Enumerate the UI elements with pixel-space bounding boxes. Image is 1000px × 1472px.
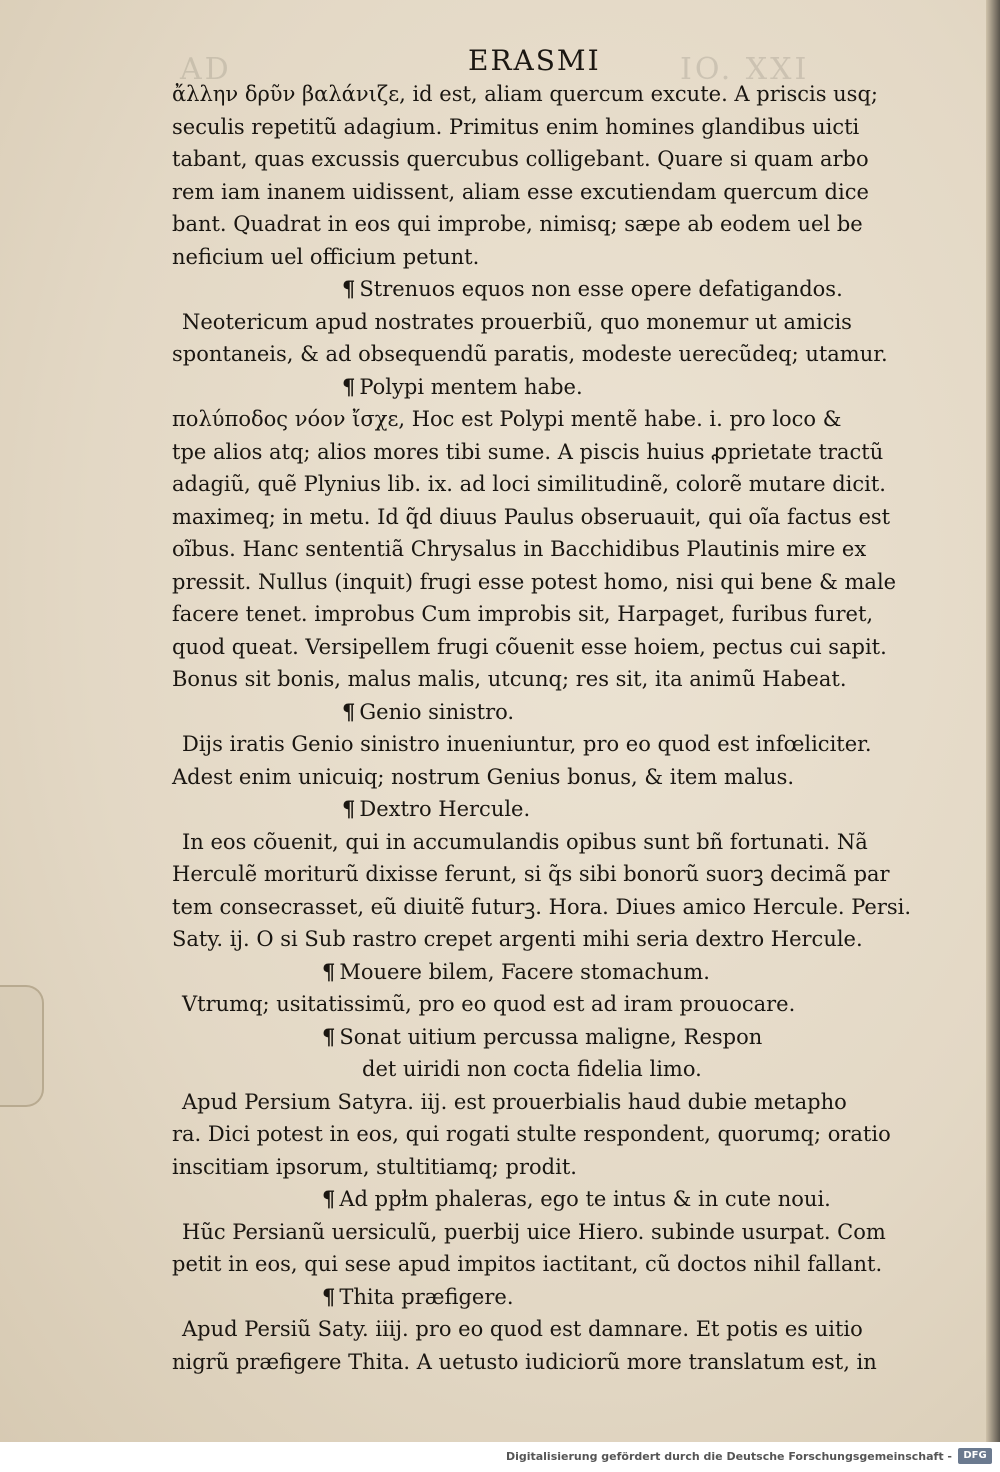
text-line xyxy=(172,208,912,241)
line-text: Neotericum apud nostrates prouerbiũ, quo monemur ut amicis xyxy=(182,309,852,334)
text-line xyxy=(172,1248,912,1281)
line-text: Ad ppłm phaleras, ego te intus & in cute noui. xyxy=(339,1187,831,1211)
pilcrow-mark: ¶ xyxy=(322,1023,336,1049)
line-text: spontaneis, & ad obsequendũ paratis, modeste uerecũdeq; utamur. xyxy=(172,342,888,366)
text-line xyxy=(172,761,912,794)
line-text: πολύποδος νόον ἴσχε, Hoc est Polypi mentẽ habe. i. pro loco & xyxy=(172,407,842,431)
line-text: Herculẽ moriturũ dixisse ferunt, si q̃s sibi bonorũ suorꝫ decimã par xyxy=(172,862,890,886)
line-text: Dijs iratis Genio sinistro inueniuntur, pro eo quod est infœliciter. xyxy=(182,732,872,756)
text-line xyxy=(172,501,912,534)
line-text: Apud Persium Satyra. iij. est prouerbialis haud dubie metapho xyxy=(182,1089,847,1114)
text-line xyxy=(172,533,912,566)
adage-heading xyxy=(172,1183,912,1216)
pilcrow-mark: ¶ xyxy=(342,276,356,301)
line-text: maximeq; in metu. Id q̃d diuus Paulus obseruauit, qui oĩa factus est xyxy=(172,504,891,529)
line-text: ra. Dici potest in eos, qui rogati stulte respondent, quorumq; oratio xyxy=(172,1122,891,1146)
line-text: In eos cõuenit, qui in accumulandis opibus sunt bñ fortunati. Nã xyxy=(182,829,868,854)
text-line xyxy=(172,923,912,956)
text-line xyxy=(172,1346,912,1379)
line-text: oĩbus. Hanc sententiã Chrysalus in Bacchidibus Plautinis mire ex xyxy=(172,537,867,561)
line-text: neficium uel officium petunt. xyxy=(172,244,480,269)
adage-heading xyxy=(172,371,912,404)
text-line xyxy=(172,891,912,924)
line-text: Polypi mentem habe. xyxy=(359,374,583,399)
adage-heading xyxy=(172,273,912,306)
pilcrow-mark: ¶ xyxy=(342,796,356,821)
running-head: ERASMI xyxy=(468,44,601,77)
text-line xyxy=(172,306,912,339)
line-text: facere tenet. improbus Cum improbis sit, Harpaget, furibus furet, xyxy=(172,602,874,626)
pilcrow-mark: ¶ xyxy=(322,1186,336,1211)
funding-credit: Digitalisierung gefördert durch die Deutsche Forschungsgemeinschaft - xyxy=(505,1450,952,1463)
text-line xyxy=(172,143,912,176)
text-line xyxy=(172,858,912,891)
line-text: Sonat uitium percussa maligne, Respon xyxy=(339,1024,763,1049)
text-line xyxy=(172,728,912,761)
line-text: adagiũ, quẽ Plynius lib. ix. ad loci similitudinẽ, colorẽ mutare dicit. xyxy=(172,472,886,496)
line-text: Bonus sit bonis, malus malis, utcunq; res sit, ita animũ Habeat. xyxy=(172,667,847,691)
text-line xyxy=(172,241,912,274)
line-text: pressit. Nullus (inquit) frugi esse potest homo, nisi qui bene & male xyxy=(172,569,897,594)
text-line xyxy=(172,826,912,859)
line-text: tabant, quas excussis quercubus colligebant. Quare si quam arbo xyxy=(172,147,869,171)
text-line xyxy=(172,338,912,371)
adage-heading xyxy=(172,793,912,826)
text-line xyxy=(172,988,912,1021)
line-text: inscitiam ipsorum, stultitiamq; prodit. xyxy=(172,1154,577,1179)
line-text: petit in eos, qui sese apud impitos iactitant, cũ doctos nihil fallant. xyxy=(172,1252,883,1276)
bleed-through-text: IO. XXI xyxy=(680,52,810,87)
text-line xyxy=(172,1216,912,1249)
adage-heading xyxy=(172,1021,912,1054)
line-text: seculis repetitũ adagium. Primitus enim homines glandibus uicti xyxy=(172,114,860,139)
text-line xyxy=(172,631,912,664)
pilcrow-mark: ¶ xyxy=(342,373,356,399)
text-line xyxy=(172,663,912,696)
adage-heading xyxy=(172,956,912,989)
text-line xyxy=(172,1151,912,1184)
page-edge xyxy=(986,0,1000,1442)
dfg-logo: DFG xyxy=(958,1448,992,1464)
line-text: bant. Quadrat in eos qui improbe, nimisq; sæpe ab eodem uel be xyxy=(172,212,863,236)
adage-heading xyxy=(172,696,912,729)
text-line xyxy=(172,1118,912,1151)
pilcrow-mark: ¶ xyxy=(342,698,356,724)
line-text: Thita præfigere. xyxy=(339,1284,514,1309)
line-text: Apud Persiũ Saty. iiij. pro eo quod est damnare. Et potis es uitio xyxy=(182,1317,863,1341)
clasp-shadow xyxy=(0,985,44,1107)
bleed-through-text: AD xyxy=(180,52,232,87)
line-text: Strenuos equos non esse opere defatigandos. xyxy=(359,277,843,301)
text-line xyxy=(172,111,912,144)
line-text: rem iam inanem uidissent, aliam esse excutiendam quercum dice xyxy=(172,179,869,204)
line-text: quod queat. Versipellem frugi cõuenit esse hoiem, pectus cui sapit. xyxy=(172,634,887,659)
line-text: Dextro Hercule. xyxy=(359,797,531,821)
line-text: nigrũ præfigere Thita. A uetusto iudiciorũ more translatum est, in xyxy=(172,1349,877,1374)
text-line xyxy=(172,566,912,599)
line-text: tem consecrasset, eũ diuitẽ futurꝫ. Hora. Diues amico Hercule. Persi. xyxy=(172,894,912,919)
pilcrow-mark: ¶ xyxy=(322,958,336,984)
text-line xyxy=(172,78,912,111)
line-text: Mouere bilem, Facere stomachum. xyxy=(339,959,710,984)
text-line xyxy=(172,1086,912,1119)
text-line xyxy=(172,598,912,631)
text-line xyxy=(172,176,912,209)
text-line xyxy=(172,1313,912,1346)
text-line xyxy=(172,1053,912,1086)
line-text: Adest enim unicuiq; nostrum Genius bonus, & item malus. xyxy=(172,764,795,789)
adage-heading xyxy=(172,1281,912,1314)
text-line xyxy=(172,468,912,501)
line-text: Genio sinistro. xyxy=(359,699,515,724)
line-text: Vtrumq; usitatissimũ, pro eo quod est ad iram prouocare. xyxy=(182,992,796,1016)
text-line xyxy=(172,403,912,436)
page-text xyxy=(172,78,912,1378)
pilcrow-mark: ¶ xyxy=(322,1283,336,1309)
line-text: ἄλλην δρῦν βαλάνιζε, id est, aliam quercum excute. A priscis usq; xyxy=(172,82,878,106)
line-text: det uiridi non cocta fidelia limo. xyxy=(362,1057,702,1081)
line-text: tpe alios atq; alios mores tibi sume. A piscis huius ꝓprietate tractũ xyxy=(172,439,884,464)
text-line xyxy=(172,436,912,469)
line-text: Hũc Persianũ uersiculũ, puerbij uice Hiero. subinde usurpat. Com xyxy=(182,1219,886,1244)
footer-bar xyxy=(0,1442,1000,1472)
line-text: Saty. ij. O si Sub rastro crepet argenti mihi seria dextro Hercule. xyxy=(172,927,863,951)
